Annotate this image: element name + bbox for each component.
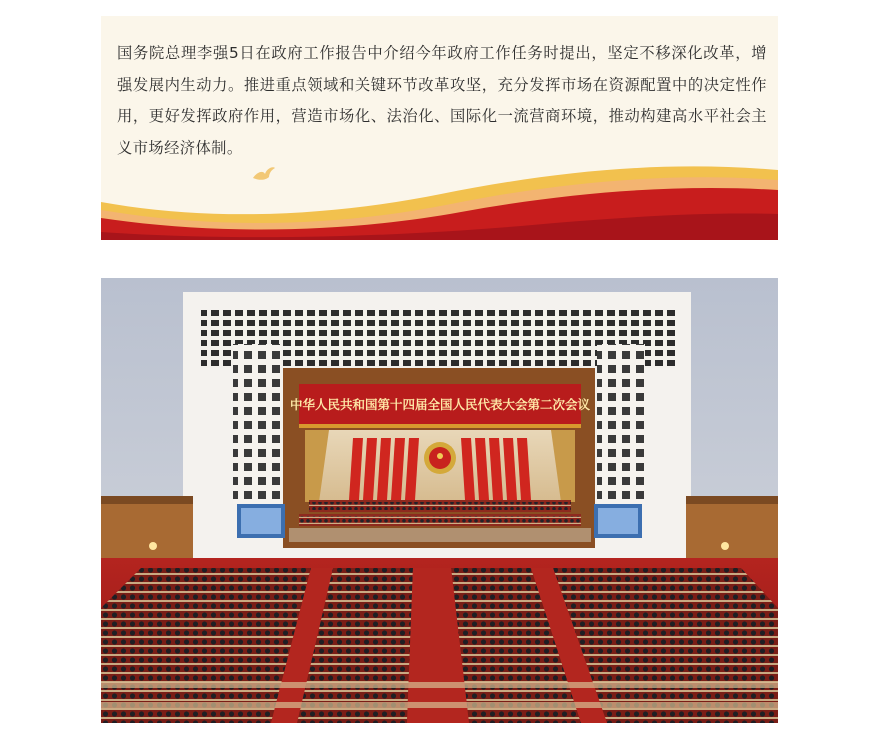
article-paragraph: 国务院总理李强5日在政府工作报告中介绍今年政府工作任务时提出，坚定不移深化改革，增强发展内生动力。推进重点领域和关键环节改革攻坚，充分发挥市场在资源配置中的决定性作用，更好发挥政府作用，营造市场化、法治化、国际化一流营商环境，推动构建高水平社会主义市场经济体制。 xyxy=(117,44,767,157)
great-hall-photo xyxy=(101,278,778,723)
assembly-hall-illustration xyxy=(101,278,778,723)
session-banner: 中华人民共和国第十四届全国人民代表大会第二次会议 xyxy=(289,397,591,412)
dove-icon xyxy=(251,166,277,184)
red-wave-decoration xyxy=(101,150,778,240)
intro-card xyxy=(101,16,778,240)
